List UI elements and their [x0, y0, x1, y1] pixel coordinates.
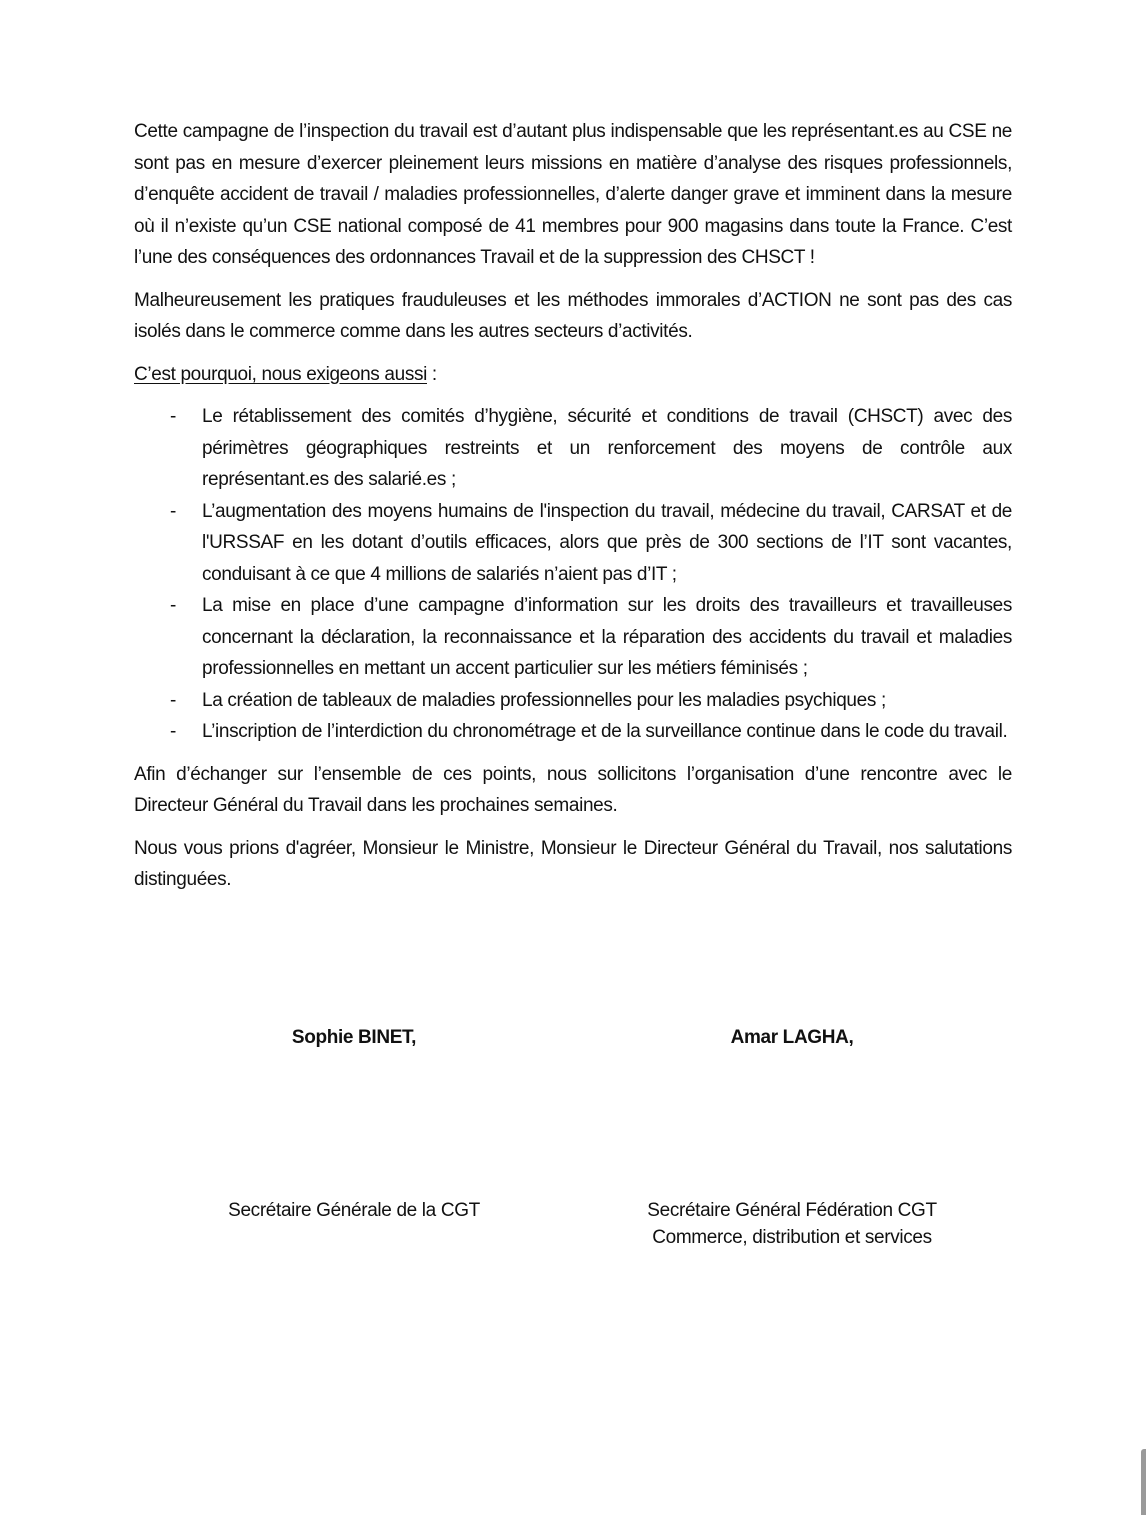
- paragraph-fraudulent-practices: Malheureusement les pratiques frauduleuses et les méthodes immorales d’ACTION ne sont pas des cas isolés dans le commerce comme dans les autres secteurs d’activités.: [134, 289, 1012, 342]
- signatory-name-binet: Sophie BINET,: [291, 1027, 417, 1048]
- paragraph-inspection-campaign: Cette campagne de l’inspection du travail est d’autant plus indispensable que les représentant.es au CSE ne sont pas en mesure d’exercer pleinement leurs missions en matière d’analyse des risques professionnels, d’enquête accident de travail / maladies professionnelles, d’alerte danger grave et imminent dans la mesure où il n’existe qu’un CSE national composé de 41 membres pour 900 magasins dans toute la France. C’est l’une des conséquences des ordonnances Travail et de la suppression des CHSCT !: [134, 121, 1012, 268]
- dash-bullet-icon: -: [170, 689, 176, 711]
- demand-text: La création de tableaux de maladies professionnelles pour les maladies psychiques ;: [202, 689, 886, 711]
- signatory-title-line: Commerce, distribution et services: [652, 1227, 932, 1248]
- demands-intro: [134, 359, 1012, 391]
- signatory-title-line: Secrétaire Générale de la CGT: [228, 1200, 480, 1221]
- demand-text: L’inscription de l’interdiction du chronométrage et de la surveillance continue dans le code du travail.: [202, 721, 1008, 742]
- demand-text: L’augmentation des moyens humains de l'inspection du travail, médecine du travail, CARSAT et de l'URSSAF en les dotant d’outils efficaces, alors que près de 300 sections de l’IT sont vacantes, conduisant à ce que 4 millions de salariés n’aient pas d’IT ;: [202, 500, 1012, 585]
- list-item: [134, 401, 1012, 496]
- letter-body: [134, 116, 1012, 907]
- demand-text: Le rétablissement des comités d’hygiène, sécurité et conditions de travail (CHSCT) avec des périmètres géographiques restreints et un renforcement des moyens de contrôle aux représentant.es des salarié.es ;: [202, 406, 1012, 490]
- demands-intro-colon: :: [427, 363, 437, 385]
- signature-names: [134, 1027, 1012, 1067]
- list-item: [134, 685, 1012, 717]
- scrollbar-thumb[interactable]: [1141, 1449, 1146, 1515]
- signatory-name-lagha: Amar LAGHA,: [730, 1027, 854, 1048]
- dash-bullet-icon: -: [170, 595, 176, 616]
- signatory-title-line: Secrétaire Général Fédération CGT: [647, 1200, 937, 1221]
- list-item: [134, 496, 1012, 591]
- demands-intro-underlined: C’est pourquoi, nous exigeons aussi: [134, 363, 427, 385]
- demands-list: [134, 401, 1012, 748]
- dash-bullet-icon: -: [170, 406, 176, 427]
- closing-salutation: Nous vous prions d'agréer, Monsieur le Ministre, Monsieur le Directeur Général du Travail, nos salutations distinguées.: [134, 837, 1012, 890]
- dash-bullet-icon: -: [170, 500, 176, 522]
- list-item: [134, 590, 1012, 685]
- paragraph-meeting-request: Afin d’échanger sur l’ensemble de ces points, nous sollicitons l’organisation d’une rencontre avec le Directeur Général du Travail dans les prochaines semaines.: [134, 763, 1012, 816]
- dash-bullet-icon: -: [170, 721, 176, 742]
- demand-text: La mise en place d’une campagne d’information sur les droits des travailleurs et travailleuses concernant la déclaration, la reconnaissance et la réparation des accidents du travail et maladies professionnelles en mettant un accent particulier sur les métiers féminisés ;: [202, 595, 1012, 679]
- signatory-title-lagha: [622, 1197, 962, 1251]
- signatory-title-binet: [194, 1197, 514, 1224]
- list-item: [134, 716, 1012, 748]
